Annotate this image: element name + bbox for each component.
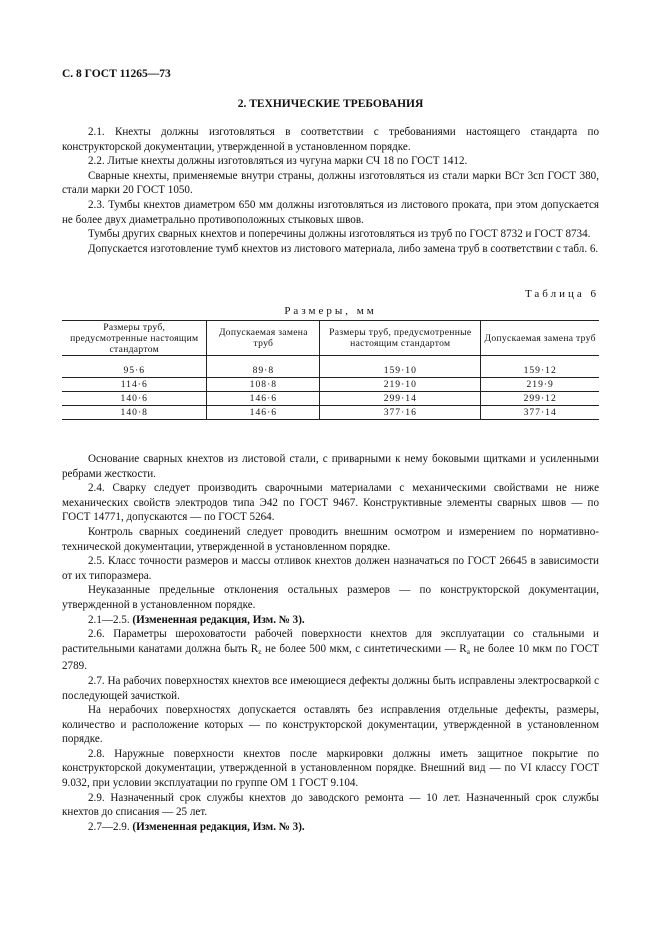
paragraph: 2.8. Наружные поверхности кнехтов после маркировки должны иметь защитное покрытие по конструкторской документации, утвержденной в установленном порядке. Внешний вид — по VI классу ГОСТ 9.032, при условии эксплуатации по группе ОМ 1 ГОСТ 9.104. <box>62 747 599 790</box>
paragraph-roughness <box>62 627 599 674</box>
table-row <box>62 378 599 392</box>
roughness-subscript-a: a <box>466 646 471 656</box>
table-cell: 299·14 <box>320 392 481 406</box>
table-cell: 159·12 <box>481 364 599 378</box>
text-before-table <box>62 125 599 256</box>
table-cell: 140·8 <box>62 406 207 420</box>
amendment-text: (Измененная редакция, Изм. № 3). <box>132 820 305 833</box>
amendment-range: 2.7—2.9. <box>88 820 133 833</box>
table-header-cell: Размеры труб, предусмотренные настоящим стандартом <box>320 321 481 356</box>
table-cell: 146·6 <box>207 392 320 406</box>
table-cell: 89·8 <box>207 364 320 378</box>
roughness-text-1: 2.6. Параметры шероховатости рабочей поверхности кнехтов для эксплуатации со стальными и растительными канатами должна быть R <box>62 628 599 655</box>
table-row <box>62 406 599 420</box>
paragraph: 2.5. Класс точности размеров и массы отливок кнехтов должен назначаться по ГОСТ 26645 в зависимости от их типоразмера. <box>62 555 599 582</box>
paragraph: 2.3. Тумбы кнехтов диаметром 650 мм должны изготовляться из листового проката, при этом допускается не более двух диаметрально противоположных стыковых швов. <box>62 198 599 226</box>
table-units: Размеры, мм <box>284 305 377 317</box>
table-caption: Таблица 6 <box>524 288 599 300</box>
table-header-cell: Размеры труб, предусмотренные настоящим стандартом <box>62 321 207 356</box>
paragraph: Основание сварных кнехтов из листовой стали, с приварными к нему боковыми щитками и усиленными ребрами жесткости. <box>62 453 599 480</box>
paragraph: 2.7. На рабочих поверхностях кнехтов все имеющиеся дефекты должны быть исправлены электросваркой с последующей зачисткой. <box>62 674 599 702</box>
table-cell: 108·8 <box>207 378 320 392</box>
table-cell: 377·14 <box>481 406 599 420</box>
paragraph: 2.9. Назначенный срок службы кнехтов до заводского ремонта — 10 лет. Назначенный срок службы кнехтов до списания — 25 лет. <box>62 791 599 819</box>
roughness-text-3: не более 10 мкм по ГОСТ 2789. <box>62 642 599 673</box>
table-header-cell: Допускаемая замена труб <box>207 321 320 356</box>
paragraph: На нерабочих поверхностях допускается оставлять без исправления отдельные дефекты, размеры, количество и расположение которых — по конструкторской документации, утвержденной в установленном порядке. <box>62 704 599 746</box>
table-cell: 114·6 <box>62 378 207 392</box>
paragraph: 2.1. Кнехты должны изготовляться в соответствии с требованиями настоящего стандарта по конструкторской документации, утвержденной в установленном порядке. <box>62 126 599 153</box>
amendment-text: (Измененная редакция, Изм. № 3). <box>132 613 305 626</box>
paragraph: Неуказанные предельные отклонения остальных размеров — по конструкторской документации, утвержденной в установленном порядке. <box>62 584 599 611</box>
paragraph: 2.2. Литые кнехты должны изготовляться из чугуна марки СЧ 18 по ГОСТ 1412. <box>88 155 468 168</box>
amendment-note <box>62 613 599 628</box>
section-title: 2. ТЕХНИЧЕСКИЕ ТРЕБОВАНИЯ <box>237 98 424 110</box>
pipe-replacement-table <box>62 320 599 420</box>
roughness-text-2: не более 500 мкм, с синтетическими — R <box>261 642 467 655</box>
table-row <box>62 364 599 378</box>
table-header-cell: Допускаемая замена труб <box>481 321 599 356</box>
table-cell: 219·9 <box>481 378 599 392</box>
paragraph: Тумбы других сварных кнехтов и поперечины должны изготовляться из труб по ГОСТ 8732 и ГОСТ 8734. <box>88 228 591 241</box>
table-cell: 299·12 <box>481 392 599 406</box>
amendment-note <box>62 820 599 835</box>
page-header: С. 8 ГОСТ 11265—73 <box>62 68 171 80</box>
table-cell: 219·10 <box>320 378 481 392</box>
paragraph: Сварные кнехты, применяемые внутри страны, должны изготовляться из стали марки ВСт 3сп ГОСТ 380, стали марки 20 ГОСТ 1050. <box>62 169 599 197</box>
table-cell: 140·6 <box>62 392 207 406</box>
paragraph: Допускается изготовление тумб кнехтов из листового материала, либо замена труб в соответствии с табл. 6. <box>88 242 599 255</box>
table-cell: 95·6 <box>62 364 207 378</box>
table-row <box>62 392 599 406</box>
roughness-subscript-z: z <box>258 646 262 656</box>
text-after-table <box>62 452 599 834</box>
amendment-range: 2.1—2.5. <box>88 613 133 626</box>
table-cell: 159·10 <box>320 364 481 378</box>
paragraph: 2.4. Сварку следует производить сварочными материалами с механическими свойствами не ниже механических свойств электродов типа Э42 по ГОСТ 9467. Конструктивные элементы сварных швов — по ГОСТ 14771, допускаются — по ГОСТ 5264. <box>62 482 599 524</box>
paragraph: Контроль сварных соединений следует проводить внешним осмотром и измерением по нормативно-технической документации, утвержденной в установленном порядке. <box>62 525 599 553</box>
table-cell: 377·16 <box>320 406 481 420</box>
table-cell: 146·6 <box>207 406 320 420</box>
